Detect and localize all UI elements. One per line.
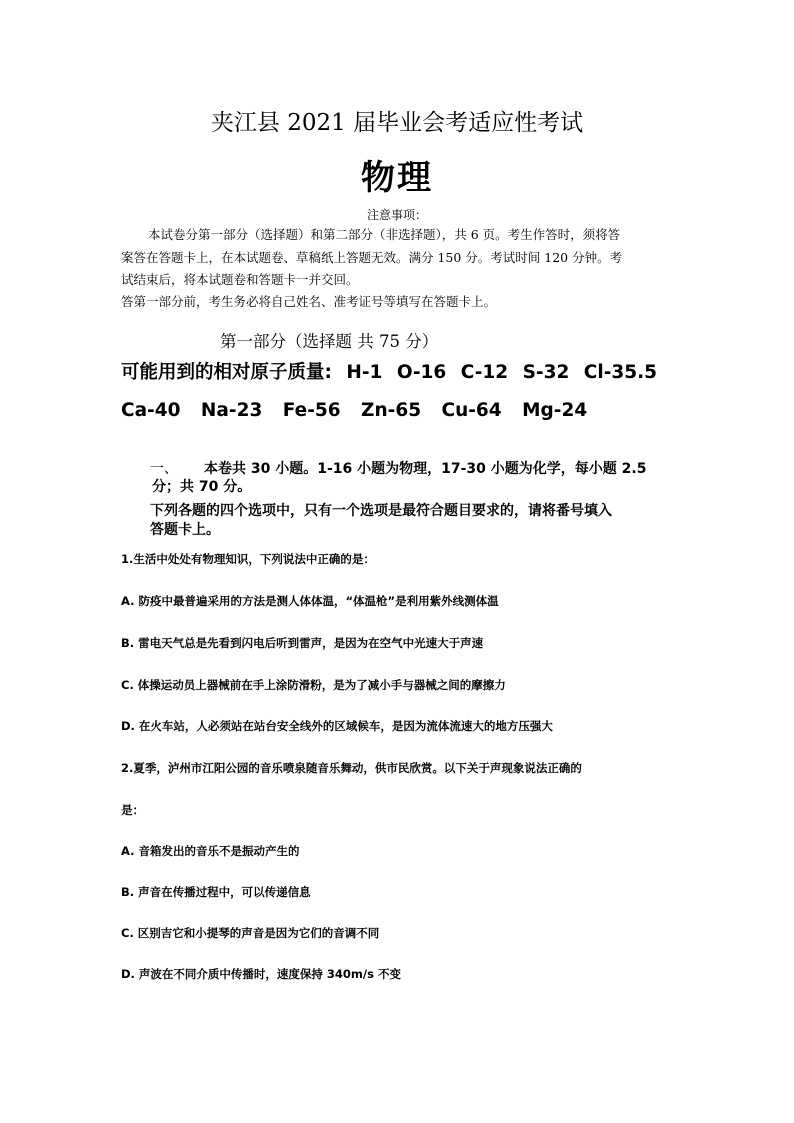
- section-instruction: 下列各题的四个选项中，只有一个选项是最符合题目要求的，请将番号填入: [150, 503, 612, 519]
- question-stem: 1.生活中处处有物理知识，下列说法中正确的是：: [121, 552, 375, 566]
- exam-title: 夹江县 2021 届毕业会考适应性考试: [210, 110, 584, 136]
- notice-line: 答第一部分前，考生务必将自己姓名、准考证号等填写在答题卡上。: [121, 294, 497, 309]
- answer-option: C. 区别吉它和小提琴的声音是因为它们的音调不同: [121, 926, 380, 940]
- atomic-masses-line: 可能用到的相对原子质量: H-1 O-16 C-12 S-32 Cl-35.5: [121, 362, 658, 383]
- subject-title: 物理: [361, 158, 433, 198]
- notice-line: 案答在答题卡上，在本试题卷、草稿纸上答题无效。满分 150 分。考试时间 120 分钟。考: [121, 250, 623, 265]
- answer-option: D. 声波在不同介质中传播时，速度保持 340m/s 不变: [121, 967, 401, 981]
- notice-heading: 注意事项：: [366, 208, 427, 222]
- part-one-heading: 第一部分（选择题 共 75 分）: [220, 332, 439, 351]
- question-stem: 是：: [121, 803, 144, 817]
- answer-option: A. 防疫中最普遍采用的方法是测人体体温，“体温枪”是利用紫外线测体温: [121, 594, 499, 608]
- section-instruction: 答题卡上。: [150, 522, 220, 538]
- section-number: 一、: [150, 461, 178, 477]
- atomic-masses-line: Ca-40 Na-23 Fe-56 Zn-65 Cu-64 Mg-24: [121, 400, 588, 421]
- answer-option: C. 体操运动员上器械前在手上涂防滑粉，是为了减小手与器械之间的摩擦力: [121, 678, 506, 692]
- notice-line: 试结束后，将本试题卷和答题卡一并交回。: [121, 272, 359, 287]
- answer-option: B. 声音在传播过程中，可以传递信息: [121, 885, 311, 899]
- answer-option: B. 雷电天气总是先看到闪电后听到雷声，是因为在空气中光速大于声速: [121, 636, 484, 650]
- question-stem: 2.夏季，泸州市江阳公园的音乐喷泉随音乐舞动，供市民欣赏。以下关于声现象说法正确的: [121, 761, 582, 775]
- answer-option: A. 音箱发出的音乐不是振动产生的: [121, 844, 300, 858]
- section-description: 分；共 70 分。: [152, 479, 252, 495]
- answer-option: D. 在火车站，人必须站在站台安全线外的区域候车，是因为流体流速大的地方压强大: [121, 719, 553, 733]
- section-description: 本卷共 30 小题。1-16 小题为物理，17-30 小题为化学，每小题 2.5: [204, 461, 647, 477]
- notice-line: 本试卷分第一部分（选择题）和第二部分（非选择题），共 6 页。考生作答时，须将答: [148, 227, 621, 242]
